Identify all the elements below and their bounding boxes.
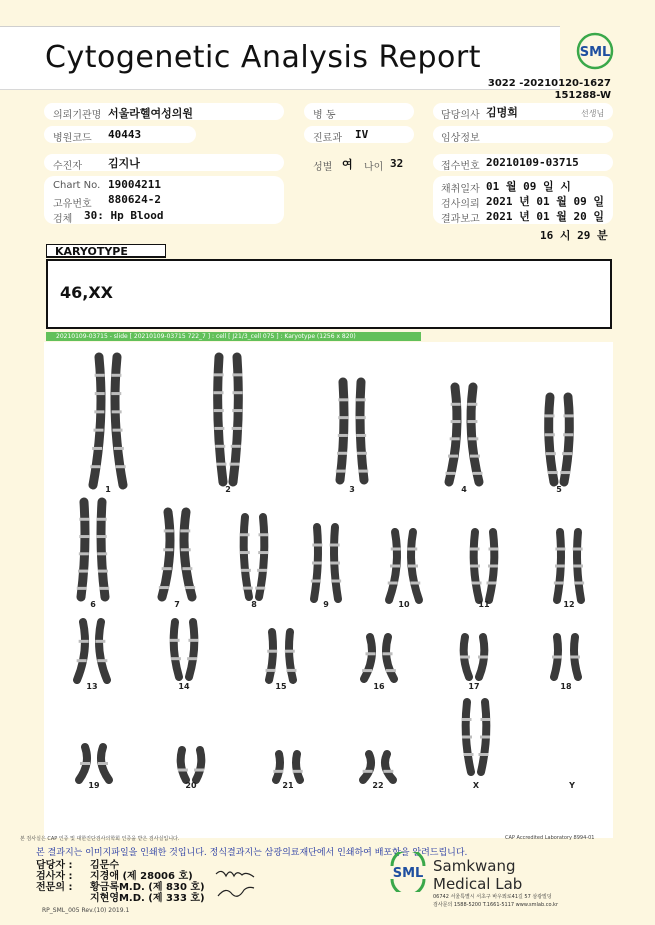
chromosome — [196, 750, 201, 780]
chromosome-pair — [159, 512, 195, 609]
chromosome-band — [112, 429, 122, 432]
chromosome-band — [267, 650, 277, 653]
chromosome-pair — [79, 747, 109, 790]
chromosome-band — [215, 445, 225, 448]
chromosome — [99, 622, 107, 680]
chromosome-band — [479, 753, 489, 756]
chromosome — [276, 754, 280, 780]
chromosome-pair — [568, 781, 575, 790]
chromosome-band — [214, 427, 224, 430]
chromosome-band — [187, 657, 197, 660]
chromosome-band — [570, 656, 580, 659]
age-value: 32 — [390, 157, 404, 170]
chromosome-band — [99, 587, 109, 590]
chromosome-pair — [336, 382, 368, 494]
chromosome-band — [563, 433, 573, 436]
chromosome-band — [478, 656, 488, 659]
chromosome — [269, 632, 273, 680]
chromosome-band — [162, 567, 172, 570]
chromosome-band — [273, 770, 283, 773]
specialist-value-1: 황금록M.D. (제 830 호) — [90, 882, 205, 893]
chromosome-band — [311, 580, 321, 583]
chromosome-band — [90, 465, 100, 468]
chromosome-band — [286, 669, 296, 672]
chromosome-pair — [460, 637, 488, 691]
chromosome-band — [232, 373, 242, 376]
chromosome-pair — [170, 622, 199, 691]
chromosome-band — [560, 471, 570, 474]
chromosome-band — [363, 770, 373, 773]
chromosome-band — [163, 548, 173, 551]
manager-label: 담당자 : — [36, 860, 73, 871]
chromosome-band — [170, 639, 180, 642]
sex-value: 여 — [342, 158, 353, 171]
chromosome-band — [338, 416, 348, 419]
chromosome-pair — [77, 502, 109, 609]
chromosome-label: 13 — [86, 682, 98, 691]
chromosome-band — [481, 718, 491, 721]
chromosome — [386, 637, 394, 679]
report-title: Cytogenetic Analysis Report — [45, 40, 482, 75]
chromosome-band — [97, 518, 107, 521]
chromosome-band — [241, 569, 251, 572]
chromosome-band — [487, 582, 497, 585]
report-code-line2: 151288-W — [554, 90, 611, 101]
chromosome-band — [257, 569, 267, 572]
lab-address: 06742 서울특별시 서초구 바우뫼로41길 57 삼광빌딩 — [433, 894, 552, 900]
chromosome-pair — [552, 637, 580, 691]
chromosome-band — [312, 562, 322, 565]
chromosome-pair — [362, 637, 396, 691]
chromosome-band — [171, 657, 181, 660]
chromosome-band — [79, 535, 89, 538]
chromosome-band — [258, 533, 268, 536]
print-notice: 본 결과지는 이미지파일을 인쇄한 것입니다. 정식결과지는 삼광의료재단에서 인쇄하여 배포함을 알려드립니다. — [36, 848, 468, 858]
reported-label: 결과보고 — [441, 214, 480, 225]
karyotype-label: KARYOTYPE — [46, 244, 166, 258]
institution-value: 서울라헬여성의원 — [108, 107, 194, 120]
chromosome-band — [450, 437, 460, 440]
chromosome — [174, 622, 179, 677]
chromosome-label: 21 — [282, 781, 294, 790]
samkwang-logo-text: SML — [392, 866, 424, 881]
hospital-code-label: 병원코드 — [53, 133, 92, 144]
chromosome-band — [470, 455, 480, 458]
chromosome — [101, 502, 105, 597]
chromosome-band — [488, 565, 498, 568]
chromosome-band — [338, 434, 348, 437]
chromosome-label: 7 — [174, 600, 180, 609]
chromosome-band — [112, 410, 122, 413]
lab-name-line2: Medical Lab — [433, 875, 523, 893]
chromosome — [564, 397, 569, 482]
chromosome-pair — [554, 532, 584, 609]
specimen-label: 검체 — [53, 214, 73, 225]
chromosome-pair — [240, 517, 269, 609]
chromosome-band — [336, 470, 346, 473]
chromosome-band — [555, 548, 565, 551]
chromosome-band — [365, 652, 375, 655]
clinical-label: 임상정보 — [441, 133, 480, 144]
institution-label: 의뢰기관명 — [53, 110, 102, 121]
cap-cert-text: CAP Accredited Laboratory 8994-01 — [505, 835, 595, 841]
recipient-value: 김지나 — [108, 157, 140, 170]
chromosome-band — [451, 420, 461, 423]
chromosome-label: 16 — [373, 682, 385, 691]
chromosome-band — [410, 582, 420, 585]
sex-label: 성별 — [313, 162, 333, 173]
chromosome-band — [98, 762, 108, 765]
chromosome-band — [92, 447, 102, 450]
chromosome-label: 22 — [372, 781, 384, 790]
chromosome-pair — [90, 357, 125, 494]
chromosome-band — [390, 565, 400, 568]
chromosome-band — [460, 656, 470, 659]
chromosome-band — [97, 535, 107, 538]
sml-logo-text: SML — [579, 45, 611, 60]
chromosome-label: X — [472, 781, 480, 790]
chromosome-band — [383, 652, 393, 655]
chromosome — [77, 622, 85, 680]
chromosome-band — [573, 565, 583, 568]
chromosome — [363, 754, 371, 780]
chromosome-band — [573, 548, 583, 551]
recipient-label: 수진자 — [53, 161, 82, 172]
lab-name-line1: Samkwang — [433, 857, 516, 875]
chromosome-label: 20 — [185, 781, 197, 790]
chromosome-band — [164, 529, 174, 532]
chromosome-band — [258, 551, 268, 554]
chromosome-band — [95, 374, 105, 377]
chromosome-band — [545, 414, 555, 417]
report-code — [488, 78, 611, 102]
collected-value: 01 월 09 일 시 — [486, 180, 571, 193]
doctor-label: 담당의사 — [441, 110, 480, 121]
karyogram-panel — [44, 342, 613, 838]
chromosome-label: 11 — [478, 600, 490, 609]
id-value: 880624-2 — [108, 193, 161, 206]
chromosome-label: 2 — [225, 485, 231, 494]
image-caption-bar: 20210109-03715 - slide [ 20210109-03715 722_7 ] : cell [ J21/3_cell 075 ] : Karyotype (1256 x 820) — [46, 332, 421, 341]
chromosome-label: 10 — [398, 600, 410, 609]
hospital-code-value: 40443 — [108, 128, 142, 141]
chromosome-pair — [311, 527, 341, 609]
chromosome-band — [470, 548, 480, 551]
specimen-value: 30: Hp Blood — [84, 209, 164, 222]
chromosome-band — [545, 433, 555, 436]
chromosome-label: 18 — [560, 682, 572, 691]
age-label: 나이 — [364, 162, 384, 173]
chart-label: Chart No. — [53, 180, 101, 191]
chromosome-label: 1 — [105, 485, 111, 494]
chromosome-band — [468, 437, 478, 440]
chromosome — [471, 387, 479, 482]
chromosome-band — [180, 529, 190, 532]
department-value: IV — [355, 128, 369, 141]
chromosome-band — [214, 409, 224, 412]
chromosome-band — [330, 544, 340, 547]
lab-phone: 검사문의 1588-5200 T.1661-5117 www.smlab.co.kr — [433, 902, 558, 908]
chromosome-pair — [178, 750, 204, 790]
chromosome-band — [266, 669, 276, 672]
chromosome-label: 14 — [178, 682, 190, 691]
chromosome-band — [480, 736, 490, 739]
chromosome-label: Y — [569, 781, 575, 790]
samkwang-logo — [386, 852, 430, 892]
chromosome-label: 3 — [349, 485, 355, 494]
chromosome-band — [285, 650, 295, 653]
accession-label: 접수번호 — [441, 161, 480, 172]
chromosome-band — [194, 769, 204, 772]
doctor-value: 김명희 — [486, 106, 518, 119]
chromosome — [181, 750, 186, 780]
chromosome-pair — [266, 632, 297, 691]
chromosome-pair — [77, 622, 108, 691]
chromosome — [449, 387, 457, 482]
chromosome — [162, 512, 170, 597]
sml-logo — [576, 32, 614, 70]
id-label: 고유번호 — [53, 199, 92, 210]
chromosome-band — [467, 403, 477, 406]
chromosome — [296, 754, 300, 780]
chromosome-band — [188, 639, 198, 642]
chart-value: 19004211 — [108, 178, 161, 191]
chromosome — [340, 382, 344, 480]
chromosome — [364, 637, 372, 679]
chromosome-band — [470, 565, 480, 568]
chromosome-band — [94, 410, 104, 413]
chromosome-band — [240, 533, 250, 536]
chromosome-band — [388, 582, 398, 585]
chromosome-band — [243, 587, 253, 590]
lab-name — [433, 857, 522, 893]
chromosome-band — [472, 582, 482, 585]
chromosome-band — [182, 567, 192, 570]
chromosome-pair — [363, 754, 394, 790]
chromosome-band — [214, 391, 224, 394]
chromosome-band — [337, 452, 347, 455]
tester-label: 검사자 : — [36, 871, 73, 882]
chromosome-band — [467, 420, 477, 423]
specialist-value-2: 지현영M.D. (제 333 호) — [90, 893, 205, 904]
chromosome-band — [293, 770, 303, 773]
chromosome-band — [78, 570, 88, 573]
chromosome-band — [407, 548, 417, 551]
chromosome-band — [356, 416, 366, 419]
chromosome-pair — [470, 532, 499, 609]
chromosome-band — [472, 472, 482, 475]
chromosome-band — [230, 463, 240, 466]
reported-value: 2021 년 01 월 20 일 — [486, 210, 604, 223]
chromosome-band — [464, 753, 474, 756]
manager-value: 김문수 — [90, 860, 119, 871]
chromosome-band — [546, 452, 556, 455]
chromosome-band — [356, 434, 366, 437]
chromosome-band — [462, 736, 472, 739]
chromosome-band — [232, 427, 242, 430]
chromosome-band — [240, 551, 250, 554]
chromosome — [360, 382, 364, 480]
chromosome-band — [552, 656, 562, 659]
chromosome-band — [548, 471, 558, 474]
chromosome-label: 9 — [323, 600, 329, 609]
chromosome-band — [563, 414, 573, 417]
chromosome-pair — [273, 754, 302, 790]
chromosome-band — [95, 640, 105, 643]
chromosome-band — [330, 562, 340, 565]
specialist-label: 전문의 : — [36, 882, 73, 893]
chromosome-band — [462, 718, 472, 721]
chromosome — [81, 502, 85, 597]
chromosome-band — [216, 463, 226, 466]
chromosome-label: 15 — [275, 682, 287, 691]
chromosome-pair — [446, 387, 483, 494]
chromosome-band — [358, 470, 368, 473]
report-code-line1: 3022 -20210120-1627 — [487, 78, 611, 89]
tester-value: 지경애 (제 28006 호) — [90, 871, 193, 882]
chromosome-band — [185, 586, 195, 589]
chromosome-band — [77, 587, 87, 590]
chromosome-band — [232, 409, 242, 412]
chromosome-band — [356, 398, 366, 401]
chromosome-band — [111, 392, 121, 395]
chromosome-band — [451, 403, 461, 406]
signatures — [212, 866, 262, 906]
chromosome-band — [362, 669, 372, 672]
chromosome-band — [408, 565, 418, 568]
chromosome-pair — [388, 532, 421, 609]
chromosome-band — [255, 587, 265, 590]
chromosome-band — [97, 552, 107, 555]
chromosome-pair — [214, 357, 243, 494]
cert-text: 본 검사실은 CAP 인증 및 대한진단검사의학회 인증을 받은 검사실입니다. — [20, 836, 180, 842]
accession-value: 20210109-03715 — [486, 156, 579, 169]
chromosome — [259, 517, 264, 597]
chromosome-band — [116, 465, 126, 468]
chromosome-band — [79, 640, 89, 643]
karyogram-image — [44, 342, 613, 838]
karyotype-box — [46, 259, 612, 329]
chromosome-band — [231, 445, 241, 448]
lab-info — [433, 893, 558, 909]
chromosome-label: 4 — [461, 485, 467, 494]
chromosome-band — [562, 452, 572, 455]
chromosome-band — [489, 548, 499, 551]
chromosome-band — [383, 770, 393, 773]
chromosome-label: 6 — [90, 600, 96, 609]
reported-time: 16 시 29 분 — [540, 229, 608, 242]
chromosome — [289, 632, 293, 680]
chromosome-band — [448, 455, 458, 458]
chromosome-band — [111, 374, 121, 377]
chromosome — [549, 397, 554, 482]
chromosome — [184, 512, 192, 597]
ward-label: 병 동 — [313, 110, 336, 121]
chromosome-band — [357, 452, 367, 455]
chromosome-band — [232, 391, 242, 394]
chromosome-pair — [462, 702, 491, 790]
chromosome-label: 8 — [251, 600, 257, 609]
chromosome-band — [338, 398, 348, 401]
chromosome-band — [178, 769, 188, 772]
chromosome-band — [94, 429, 104, 432]
chromosome-band — [446, 472, 456, 475]
chromosome-band — [77, 659, 87, 662]
chromosome — [189, 622, 194, 677]
chromosome-band — [574, 582, 584, 585]
chromosome-band — [159, 586, 169, 589]
chromosome-band — [214, 373, 224, 376]
chromosome-band — [181, 548, 191, 551]
chromosome-band — [95, 392, 105, 395]
karyotype-value: 46,XX — [60, 283, 114, 302]
chromosome-label: 5 — [556, 485, 562, 494]
chromosome-band — [79, 518, 89, 521]
chromosome — [244, 517, 249, 597]
collected-label: 채취일자 — [441, 184, 480, 195]
requested-label: 검사의뢰 — [441, 199, 480, 210]
doctor-suffix: 선생님 — [581, 109, 605, 118]
chromosome — [385, 754, 393, 780]
chromosome-band — [79, 552, 89, 555]
chromosome-pair — [545, 397, 574, 494]
chromosome-band — [386, 669, 396, 672]
chromosome-band — [391, 548, 401, 551]
chromosome-band — [97, 659, 107, 662]
chromosome-band — [331, 580, 341, 583]
chromosome-band — [554, 582, 564, 585]
chromosome-label: 12 — [563, 600, 575, 609]
form-code: RP_SML_005 Rev.(10) 2019.1 — [42, 907, 130, 914]
chromosome-label: 17 — [468, 682, 480, 691]
chromosome-band — [114, 447, 124, 450]
chromosome-band — [98, 570, 108, 573]
chromosome-band — [555, 565, 565, 568]
department-label: 진료과 — [313, 133, 342, 144]
chromosome-band — [312, 544, 322, 547]
chromosome-label: 19 — [88, 781, 100, 790]
requested-value: 2021 년 01 월 09 일 — [486, 195, 604, 208]
chromosome-band — [80, 762, 90, 765]
